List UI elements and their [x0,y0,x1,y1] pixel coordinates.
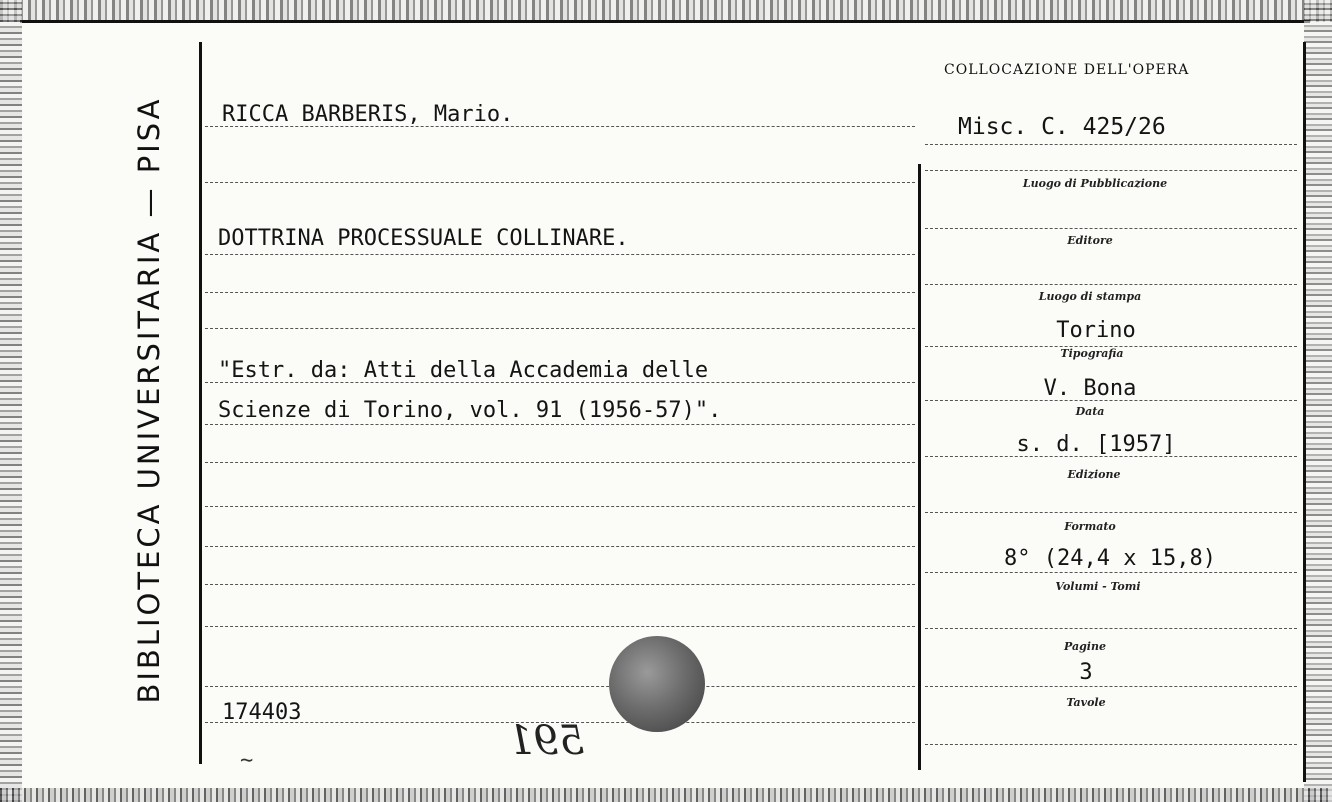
punched-hole [609,636,705,732]
ruled-line [925,628,1297,629]
data-label: Data [1075,405,1105,418]
institution-name: BIBLIOTECA UNIVERSITARIA — PISA [132,96,166,704]
luogo-stampa-label: Luogo di stampa [1038,290,1142,303]
formato-label: Formato [1064,520,1116,533]
author-name: RICCA BARBERIS, Mario. [222,102,514,127]
ruled-line [925,686,1297,687]
luogo-stampa-value: Torino [1056,318,1136,343]
ruled-line [205,328,915,329]
ruled-line [925,284,1297,285]
ruled-line [205,584,915,585]
edizione-label: Edizione [1067,468,1121,481]
card-bottom-edge [0,788,1332,802]
luogo-pubblicazione-label: Luogo di Pubblicazione [1022,177,1168,190]
note-line-1: "Estr. da: Atti della Accademia delle [218,358,709,383]
card-top-edge [0,0,1332,22]
formato-value: 8° (24,4 x 15,8) [1004,546,1216,571]
ruled-line [925,228,1297,229]
collocazione-header: COLLOCAZIONE DELL'OPERA [944,62,1190,78]
tipografia-label: Tipografia [1060,347,1124,360]
ruled-line [925,744,1297,745]
pagine-value: 3 [1079,660,1093,685]
left-margin-line [199,42,202,764]
ruled-line [205,292,915,293]
ruled-line [205,424,915,425]
ruled-line [205,182,915,183]
editore-label: Editore [1067,234,1113,247]
card-left-edge [0,0,22,802]
ruled-line [205,506,915,507]
inventory-number: 174403 [222,700,302,725]
ruled-line [205,686,915,687]
ruled-line [205,254,915,255]
right-margin-line [1303,42,1306,782]
work-title: DOTTRINA PROCESSUALE COLLINARE. [218,226,629,251]
card-right-edge [1304,0,1332,802]
column-divider [918,164,921,770]
ruled-line [925,170,1297,171]
pagine-label: Pagine [1064,640,1106,653]
shelfmark: Misc. C. 425/26 [958,114,1166,140]
volumi-tomi-label: Volumi - Tomi [1055,580,1141,593]
card-top-border [20,20,1310,23]
ruled-line [205,462,915,463]
data-value: s. d. [1957] [1016,432,1176,457]
tipografia-value: V. Bona [1043,376,1137,401]
ruled-line [205,626,915,627]
pencil-mark: ∼ [240,748,254,773]
ruled-line [205,546,915,547]
tavole-label: Tavole [1066,696,1106,709]
note-line-2: Scienze di Torino, vol. 91 (1956-57)". [218,398,722,423]
ruled-line [925,144,1297,145]
handwritten-number: 591 [508,718,585,764]
ruled-line [925,572,1297,573]
ruled-line [925,512,1297,513]
